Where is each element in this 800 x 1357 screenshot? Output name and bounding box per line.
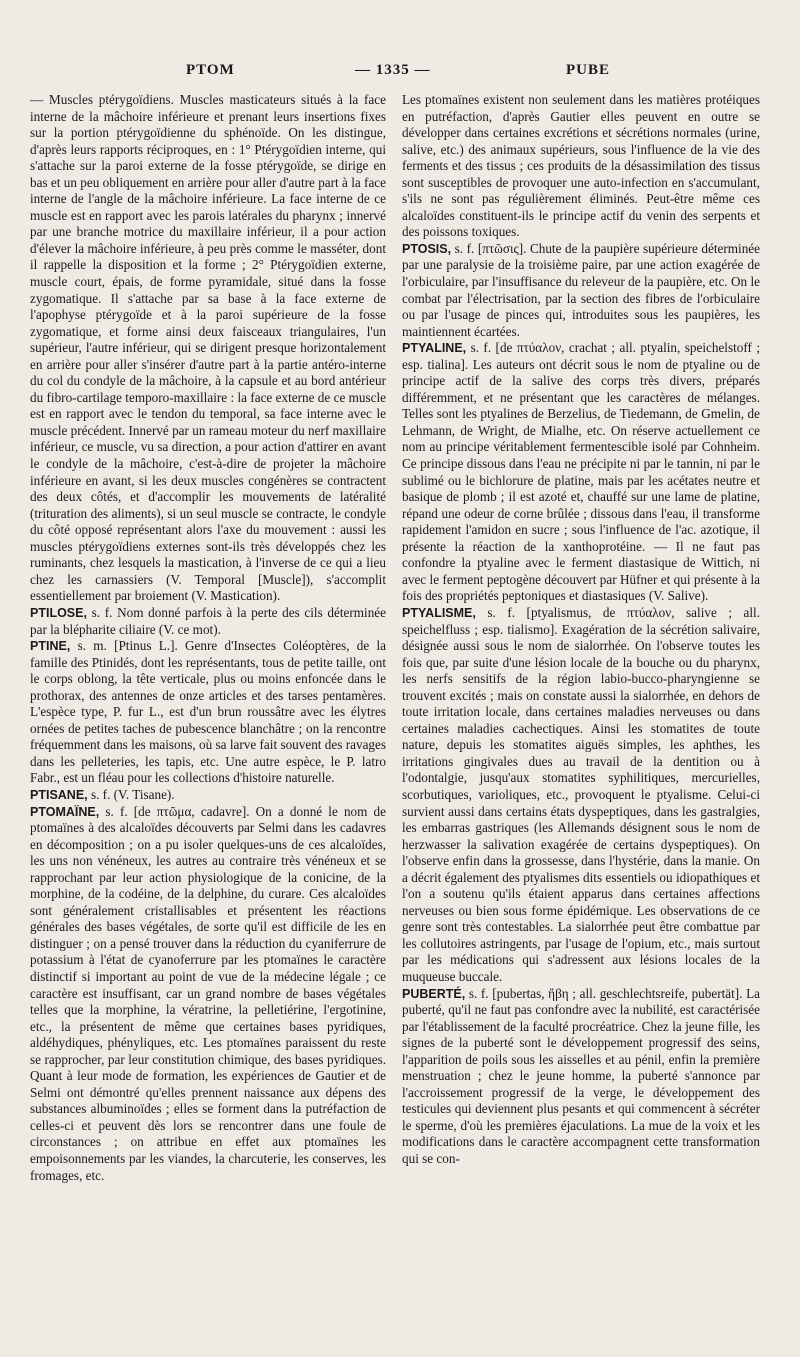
entry-ptyalisme (402, 605, 760, 986)
headword: PTISANE, (30, 787, 88, 802)
entry-text: s. f. (V. Tisane). (87, 786, 175, 802)
entry-text: s. f. [de πτῶμα, cadavre]. On a donné le nom de ptomaïnes à des alcaloïdes découverts par Selmi dans les cadavres en décomposition ; on a pu isoler quelques-uns de ces alcaloïdes, les uns non vénéneux, les autres au contraire très vénéneux et se rapprochant par leur action physiologique de la conicine, de la morphine, de la codéine, de la delphine, du curare. Ces alcaloïdes sont généralement cristallisables et présentent les réactions générales des bases végétales, de sorte qu'il est difficile de les en distinguer ; on a pensé trouver dans la réduction du cyaniferrure de potassium à l'état de cyanoferrure par les ptomaïnes le caractère distinctif si important au point de vue de la médecine légale ; ce caractère est insuffisant, car un grand nombre de bases végétales telles que la morphine, la vératrine, la pelletiérine, l'ergotinine, etc., la présentent de même que certaines bases pyridiques, aldéhydiques, phényliques, etc. Les ptomaïnes paraissent du reste se rapprocher, par leur constitution chimique, des bases pyridiques. Quant à leur mode de formation, les expériences de Gautier et de Selmi ont démontré qu'elles prennent naissance aux dépens des substances albuminoïdes ; elles se forment dans la putréfaction de celles-ci et peuvent dès lors se rencontrer dans une foule de circonstances ; on attribue en effet aux ptomaïnes les empoisonnements par les viandes, la charcuterie, les conserves, les fromages, etc. (30, 803, 386, 1183)
headword: PTOSIS, (402, 241, 452, 256)
entry-ptyaline (402, 340, 760, 605)
headword: PTYALINE, (402, 341, 467, 356)
entry-ptomaine-cont (402, 92, 760, 241)
running-head-right: PUBE (566, 62, 611, 78)
entry-text: Les ptomaïnes existent non seulement dans les matières protéiques en putréfaction, d'après Gautier elles peuvent en outre se développer dans certaines excrétions et sécrétions normales (urine, salive, etc.) des animaux supérieurs, sous l'influence de la vie des ferments et des tissus ; ces produits de la désassimilation des tissus sont susceptibles de provoquer une auto-infection en s'accumulant, s'ils ne sont pas régulièrement éliminés. Peut-être même ces alcaloïdes constituent-ils le principe actif du venin des serpents et des poissons toxiques. (402, 92, 760, 240)
headword: PUBERTÉ, (402, 986, 466, 1001)
entry-text: s. f. [ptyalismus, de πτύαλον, salive ; all. speichelfluss ; esp. tialismo]. Exagération de la sécrétion salivaire, désignée aussi sous le nom de sialorrhée. On l'observe toutes les fois que, par suite d'une lésion locale de la bouche ou du pharynx, les nerfs sensitifs de la région labio-bucco-pharyngienne se trouvent excités ; mais on constate aussi la sialorrhée, en dehors de toute irritation locale, dans certaines maladies nerveuses ou dans certaines maladies cachectiques. Ainsi les stomatites de toute nature, depuis les stomatites aiguës simples, les aphthes, les irritations gingivales dues au travail de la dentition ou à l'odontalgie, jusqu'aux stomatites syphilitiques, mercurielles, scorbutiques, varioliques, etc., provoquent le ptyalisme. Celui-ci survient aussi dans certains états dyspeptiques, dans les gastralgies, les embarras gastriques (les Allemands désignent sous le nom de herzwasser la salivation exagérée de certains dyspeptiques). On l'observe enfin dans la grossesse, dans l'hystérie, dans la manie. On a décrit également des ptyalismes dits essentiels ou idiopathiques et l'on a soutenu qu'ils étaient apparus dans certaines affections nerveuses ou bien sous forme épidémique. Les observations de ce genre sont très contestables. La sialorrhée peut être combattue par les collutoires astringents, par l'usage de l'opium, etc., mais surtout par les médications qui s'adressent aux lésions locales de la muqueuse buccale. (402, 604, 760, 984)
entry-ptine (30, 638, 386, 787)
entry-text: s. f. Nom donné parfois à la perte des cils déterminée par la blépharite ciliaire (V. ce mot). (30, 604, 386, 637)
entry-text: s. m. [Ptinus L.]. Genre d'Insectes Coléoptères, de la famille des Ptinidés, dont les représentants, tous de petite taille, ont le corps oblong, la tête verticale, plus ou moins enfoncée dans le prothorax, des antennes de onze articles et des tarses pentamères. L'espèce type, P. fur L., est d'un brun roussâtre avec les élytres ornées de petites taches de pubescence blanchâtre ; on la rencontre fréquemment dans les maisons, où sa larve fait souvent des ravages dans les pelleteries, les tapis, etc. Une autre espèce, le P. latro Fabr., est un fléau pour les collections d'histoire naturelle. (30, 638, 386, 786)
entry-ptilose (30, 605, 386, 638)
left-column (30, 92, 386, 1184)
page-number: — 1335 — (355, 62, 431, 78)
headword: PTILOSE, (30, 605, 87, 620)
headword: PTYALISME, (402, 605, 476, 620)
headword: PTINE, (30, 639, 71, 654)
entry-text: — Muscles ptérygoïdiens. Muscles masticateurs situés à la face interne de la mâchoire inférieure et prenant leurs insertions fixes sur la portion ptérygoïdienne du sphénoïde. On les distingue, d'après leurs rapports réciproques, en : 1° Ptérygoïdien interne, qui s'attache sur la paroi externe de la fosse ptérygoïde, se dirige en bas et un peu obliquement en arrière pour aller d'autre part à la face interne de l'angle de la mâchoire inférieure. La face interne de ce muscle est en rapport avec les parois latérales du pharynx ; innervé par une branche motrice du maxillaire inférieur, il a pour action d'élever la mâchoire inférieure, à peu près comme le masséter, dont il rappelle la disposition et la forme ; 2° Ptérygoïdien externe, muscle court, épais, de forme pyramidale, situé dans la fosse zygomatique. Il s'attache par sa base à la face externe de l'apophyse ptérygoïde et à la paroi supérieure de la fosse zygomatique, et forme ainsi deux faisceaux triangulaires, l'un supérieur, l'autre inférieur, qui se dirigent presque horizontalement en arrière pour aller s'insérer d'autre part à la partie antéro-interne du col du condyle de la mâchoire, à la capsule et au bord antérieur du fibro-cartilage temporo-maxillaire : la face externe de ce muscle est en rapport avec le tendon du temporal, sa face interne avec le muscle précédent. Innervé par un rameau moteur du nerf maxillaire inférieur, ce muscle, vu sa direction, a pour action d'attirer en avant le condyle de la mâchoire, c'est-à-dire de projeter la mâchoire inférieure en avant, si les deux muscles congénères se contractent des deux côtés, et d'accomplir les mouvements de latéralité (trituration des aliments), si un seul muscle se contracte, le condyle du côté opposé représentant alors l'axe du mouvement : aussi les muscles ptérygoïdiens externes sont-ils très développés chez les ruminants, chez lesquels la mastication, à l'inverse de ce qui a lieu chez les carnassiers (V. Temporal [Muscle]), s'accomplit essentiellement par broiement (V. Mastication). (30, 92, 386, 604)
headword: PTOMAÏNE, (30, 804, 100, 819)
entry-puberte (402, 986, 760, 1168)
entry-ptosis (402, 241, 760, 340)
entry-text: s. f. [pubertas, ἥβη ; all. geschlechtsreife, pubertät]. La puberté, qu'il ne faut pas confondre avec la nubilité, est caractérisée par l'établissement de la faculté procréatrice. Chez la jeune fille, les signes de la puberté sont le développement progressif des seins, l'apparition de poils sous les aisselles et au pénil, enfin la première menstruation ; chez le jeune homme, la puberté s'annonce par l'accroissement progressif de la verge, le développement des testicules qui deviennent plus pesants et qui commencent à sécréter le sperme, d'où les premières éjaculations. La mue de la voix et les modifications dans le caractère accompagnent cette transformation qui se con- (402, 985, 760, 1166)
entry-text: s. f. [de πτύαλον, crachat ; all. ptyalin, speichelstoff ; esp. tialina]. Les auteurs ont décrit sous le nom de ptyaline ou de principe actif de la salive des corps très divers, préparés différemment, et ne présentant que les caractères de mélanges. Telles sont les ptyalines de Berzelius, de Tiedemann, de Gmelin, de Lehmann, de Wright, de Mialhe, etc. On réserve actuellement ce nom au principe véritablement fermentescible isolé par Cohnheim. Ce principe dissous dans l'eau ne précipite ni par le tannin, ni par le sublimé ou le bichlorure de platine, mais par les acétates neutre et basique de plomb ; il est azoté et, chauffé sur une lame de platine, répand une odeur de corne brûlée ; dissous dans l'eau, il transforme rapidement l'amidon en sucre ; sous l'influence de l'ac. azotique, il présente la réaction de la xanthoprotéine. — Il ne faut pas confondre la ptyaline avec le ferment diastasique de Wittich, ni avec le ferment peptogène découvert par Hüfner et qui présente à la fois des propriétés peptoniques et diastasiques (V. Salive). (402, 340, 760, 604)
entry-ptomaine (30, 804, 386, 1185)
entry-ptery-muscles (30, 92, 386, 605)
entry-text: s. f. [πτῶσις]. Chute de la paupière supérieure déterminée par une paralysie de la troisième paire, par une action exagérée de l'orbiculaire, par l'insuffisance du releveur de la paupière, etc. On le combat par l'électrisation, par la section des fibres de l'orbiculaire ou par l'usage de pinces qui, introduites sous les paupières, les maintiennent écartées. (402, 240, 760, 339)
entry-ptisane (30, 787, 386, 804)
right-column (402, 92, 760, 1168)
running-head-left: PTOM (186, 62, 235, 78)
